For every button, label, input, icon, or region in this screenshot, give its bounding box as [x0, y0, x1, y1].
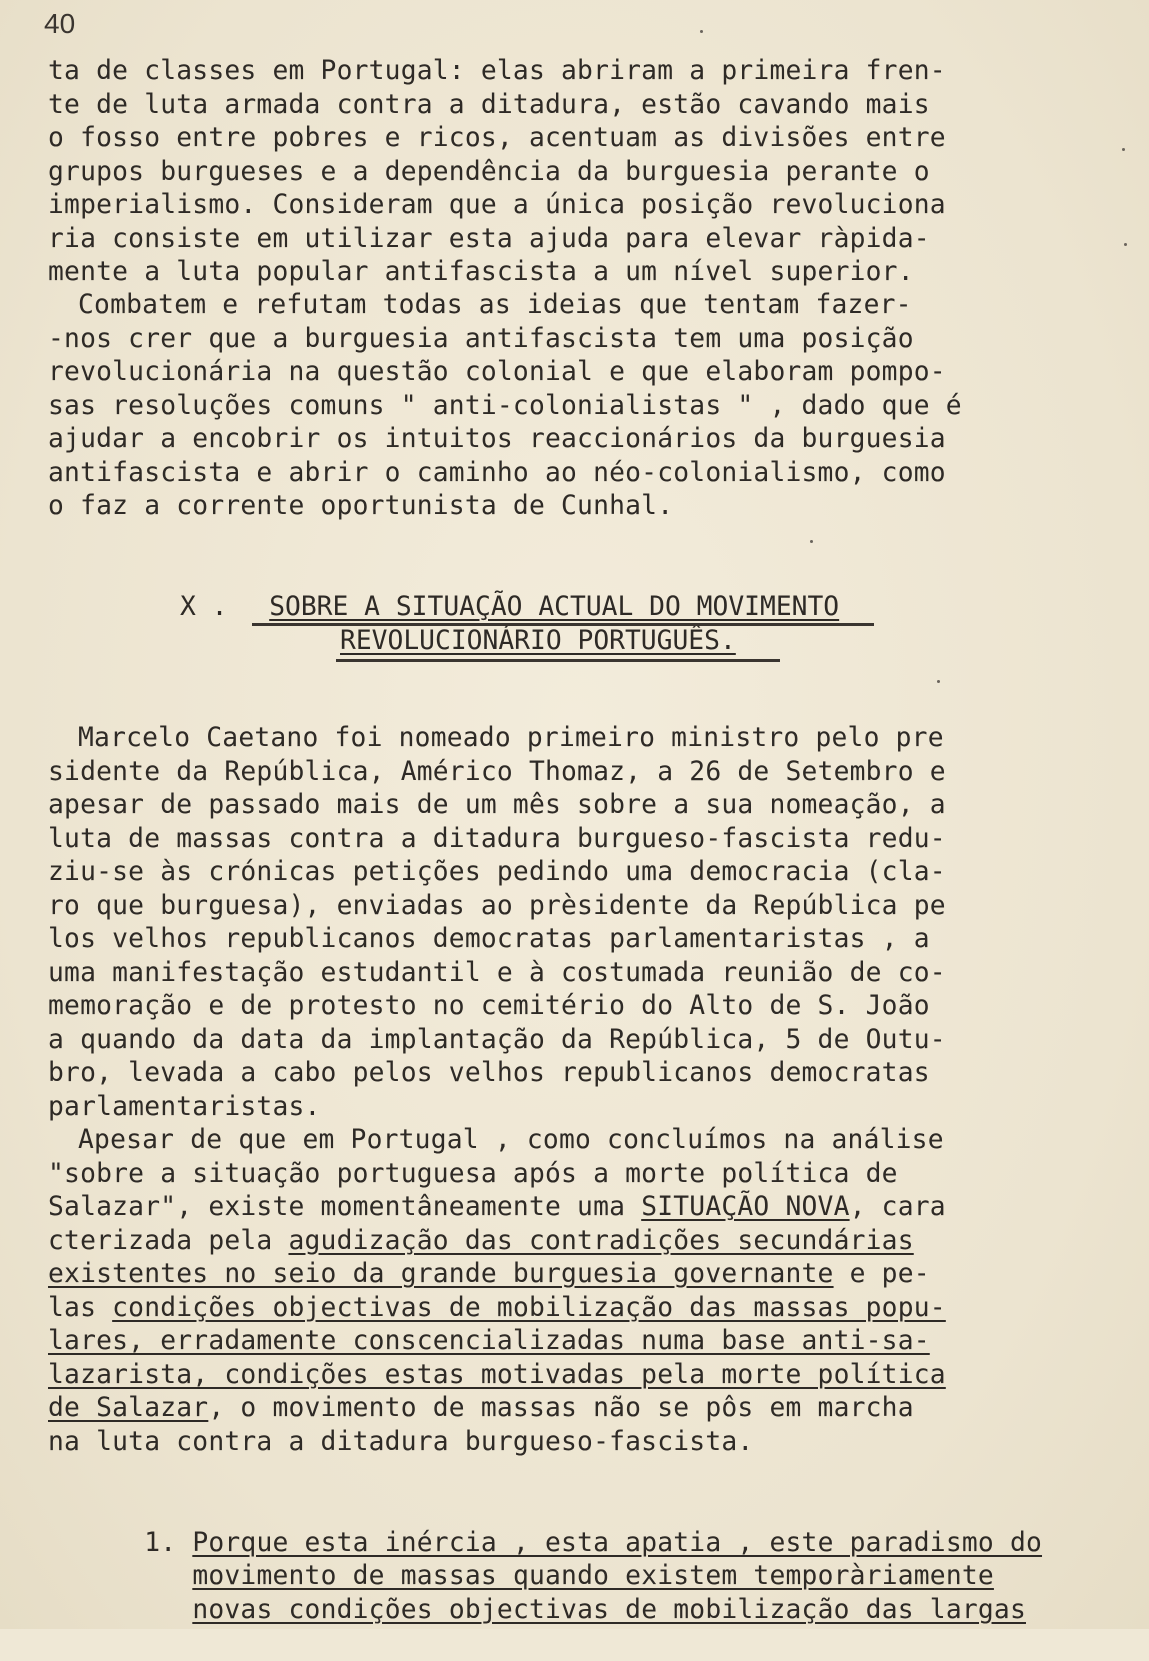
text-line: "sobre a situação portuguesa após a morte política de: [48, 1158, 898, 1189]
paragraph-4: [48, 1124, 1018, 1459]
text-line: luta de massas contra a ditadura burgueso-fascista redu-: [48, 823, 946, 854]
text-line: cterizada pela agudização das contradições secundárias: [48, 1225, 914, 1256]
text-line: bro, levada a cabo pelos velhos republicanos democratas: [48, 1058, 930, 1088]
text-line: uma manifestação estudantil e à costumada reunião de co-: [48, 957, 946, 988]
scan-speck: [1122, 148, 1125, 151]
text-line: Combatem e refutam todas as ideias que tentam fazer-: [78, 290, 912, 320]
text-line: parlamentaristas.: [48, 1091, 321, 1122]
text-line: a quando da data da implantação da República, 5 de Outu-: [48, 1024, 946, 1055]
section-heading-line-2: [340, 624, 736, 658]
text-line: lazarista, condições estas motivadas pela morte política: [48, 1359, 946, 1390]
text-line: Salazar", existe momentâneamente uma SITUAÇÃO NOVA, cara: [48, 1192, 946, 1222]
page-number: 40: [44, 8, 76, 39]
text-line: movimento de massas quando existem temporàriamente: [192, 1561, 994, 1591]
text-line: de Salazar, o movimento de massas não se pôs em marcha: [48, 1393, 914, 1423]
text-line: los velhos republicanos democratas parlamentaristas , a: [48, 924, 930, 954]
text-line: memoração e de protesto no cemitério do Alto de S. João: [48, 991, 930, 1021]
text-line: o fosso entre pobres e ricos, acentuam as divisões entre: [48, 123, 946, 153]
text-line: mente a luta popular antifascista a um nível superior.: [48, 257, 914, 287]
text-line: lares, erradamente conscencializadas numa base anti-sa-: [48, 1326, 930, 1356]
section-title-line-2: REVOLUCIONÁRIO PORTUGUÊS.: [340, 626, 736, 656]
text-line: apesar de passado mais de um mês sobre a sua nomeação, a: [48, 790, 946, 820]
emphasis-situacao-nova: SITUAÇÃO NOVA: [641, 1192, 850, 1222]
text-line: imperialismo. Consideram que a única posição revoluciona: [48, 190, 946, 220]
heading-rule-1: [252, 623, 874, 626]
scan-speck: [937, 680, 940, 683]
text-line: ro que burguesa), enviadas ao prèsidente da República pe: [48, 890, 946, 921]
text-line: las condições objectivas de mobilização das massas popu-: [48, 1292, 946, 1323]
text-line: existentes no seio da grande burguesia governante e pe-: [48, 1259, 930, 1289]
section-title-line-1: SOBRE A SITUAÇÃO ACTUAL DO MOVIMENTO: [269, 592, 840, 622]
section-number: X .: [180, 592, 228, 622]
text-line: ziu-se às crónicas petições pedindo uma democracia (cla-: [48, 857, 946, 887]
list-item-1: [48, 1493, 1043, 1625]
text-line: ajudar a encobrir os intuitos reaccionários da burguesia: [48, 424, 946, 454]
scan-speck: [810, 540, 813, 543]
text-line: grupos burgueses e a dependência da burguesia perante o: [48, 156, 930, 187]
scan-speck: [700, 30, 703, 33]
scan-speck: [1124, 243, 1127, 246]
text-line: Apesar de que em Portugal , como concluímos na análise: [78, 1125, 944, 1155]
section-heading-line-1: [180, 590, 839, 624]
text-line: sas resoluções comuns " anti-colonialistas " , dado que é: [48, 390, 962, 421]
text-line: sidente da República, Américo Thomaz, a 26 de Setembro e: [48, 756, 946, 787]
paragraph-2: [48, 289, 1018, 524]
paragraph-1: [48, 55, 1018, 290]
text-line: ria consiste em utilizar esta ajuda para elevar ràpida-: [48, 223, 930, 254]
text-line: revolucionária na questão colonial e que elaboram pompo-: [48, 357, 946, 387]
heading-rule-2: [336, 659, 780, 662]
text-line: -nos crer que a burguesia antifascista tem uma posição: [48, 323, 914, 354]
text-line: antifascista e abrir o caminho ao néo-colonialismo, como: [48, 457, 946, 488]
text-line: 1. Porque esta inércia , esta apatia , este paradismo do: [144, 1527, 1043, 1558]
text-line: na luta contra a ditadura burgueso-fascista.: [48, 1426, 754, 1457]
text-line: ta de classes em Portugal: elas abriram a primeira fren-: [48, 56, 946, 86]
text-line: Marcelo Caetano foi nomeado primeiro ministro pelo pre: [78, 723, 944, 753]
text-line: novas condições objectivas de mobilização das largas: [192, 1594, 1026, 1625]
text-line: o faz a corrente oportunista de Cunhal.: [48, 491, 674, 521]
paragraph-3: [48, 722, 1018, 1124]
text-line: te de luta armada contra a ditadura, estão cavando mais: [48, 89, 930, 120]
